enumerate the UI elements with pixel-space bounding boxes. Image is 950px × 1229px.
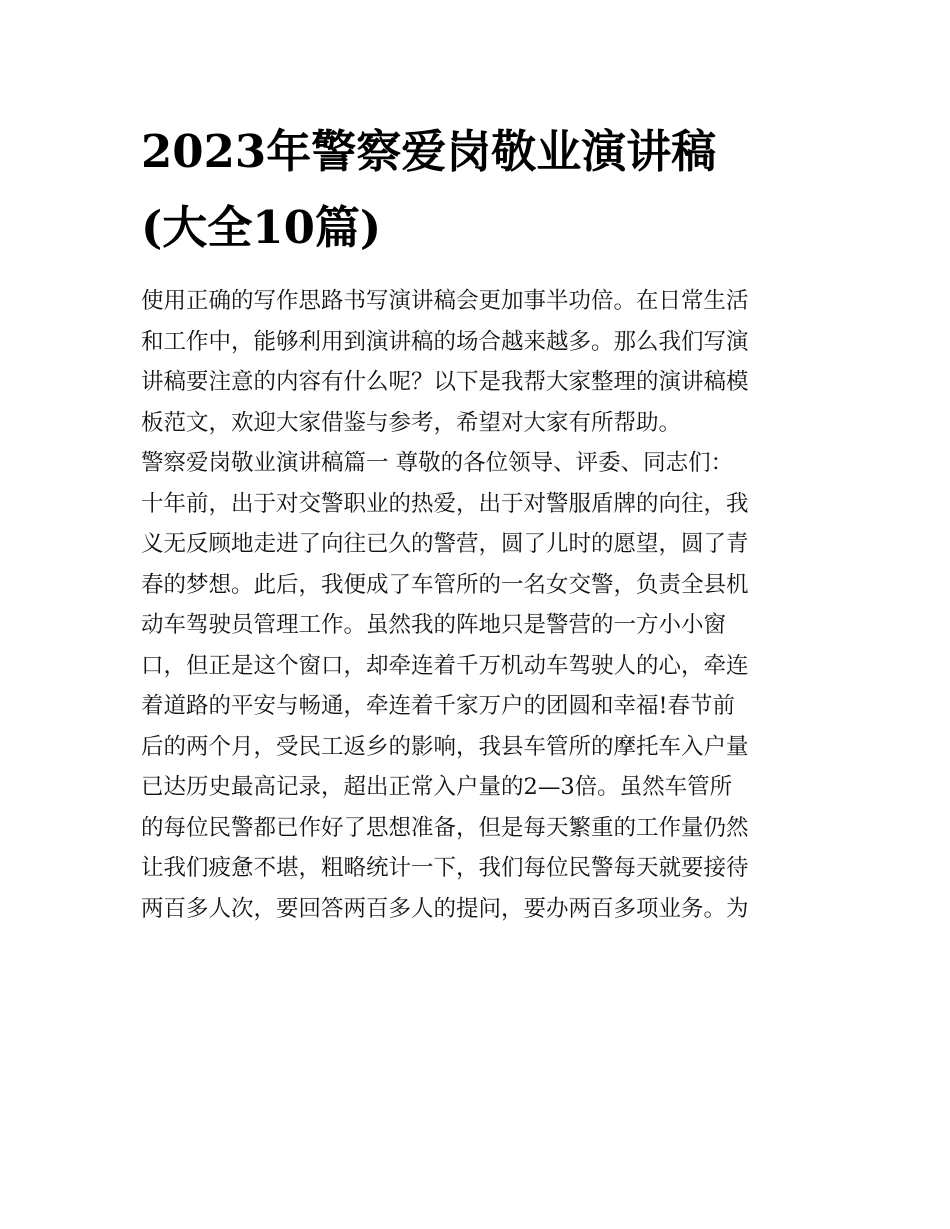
body-line: 口，但正是这个窗口，却牵连着千万机动车驾驶人的心，牵连 xyxy=(141,652,749,679)
document-body xyxy=(141,281,821,929)
body-line: 让我们疲惫不堪，粗略统计一下，我们每位民警每天就要接待 xyxy=(141,855,749,881)
body-line: 已达历史最高记录，超出正常入户量的2—3倍。虽然车管所 xyxy=(141,774,733,800)
title-line-2: (大全10篇) xyxy=(141,201,382,254)
body-line: 讲稿要注意的内容有什么呢？以下是我帮大家整理的演讲稿模 xyxy=(141,369,749,395)
body-line: 春的梦想。此后，我便成了车管所的一名女交警，负责全县机 xyxy=(141,571,749,598)
title-line-1: 2023年警察爱岗敬业演讲稿 xyxy=(141,125,717,178)
body-line: 义无反顾地走进了向往已久的警营，圆了儿时的愿望，圆了青 xyxy=(141,531,749,557)
document-title xyxy=(141,114,821,266)
body-line: 后的两个月，受民工返乡的影响，我县车管所的摩托车入户量 xyxy=(141,733,749,760)
section-heading-line: 警察爱岗敬业演讲稿篇一 尊敬的各位领导、评委、同志们： xyxy=(141,450,734,476)
body-line: 的每位民警都已作好了思想准备，但是每天繁重的工作量仍然 xyxy=(141,814,749,841)
body-line: 和工作中，能够利用到演讲稿的场合越来越多。那么我们写演 xyxy=(141,328,749,355)
body-line: 十年前，出于对交警职业的热爱，出于对警服盾牌的向往，我 xyxy=(141,490,749,517)
body-line: 动车驾驶员管理工作。虽然我的阵地只是警营的一方小小窗 xyxy=(141,612,727,638)
body-line: 两百多人次，要回答两百多人的提问，要办两百多项业务。为 xyxy=(141,895,749,922)
body-line: 使用正确的写作思路书写演讲稿会更加事半功倍。在日常生活 xyxy=(141,288,749,314)
body-line: 板范文，欢迎大家借鉴与参考，希望对大家有所帮助。 xyxy=(141,409,682,436)
body-line: 着道路的平安与畅通，牵连着千家万户的团圆和幸福!春节前 xyxy=(141,693,736,719)
